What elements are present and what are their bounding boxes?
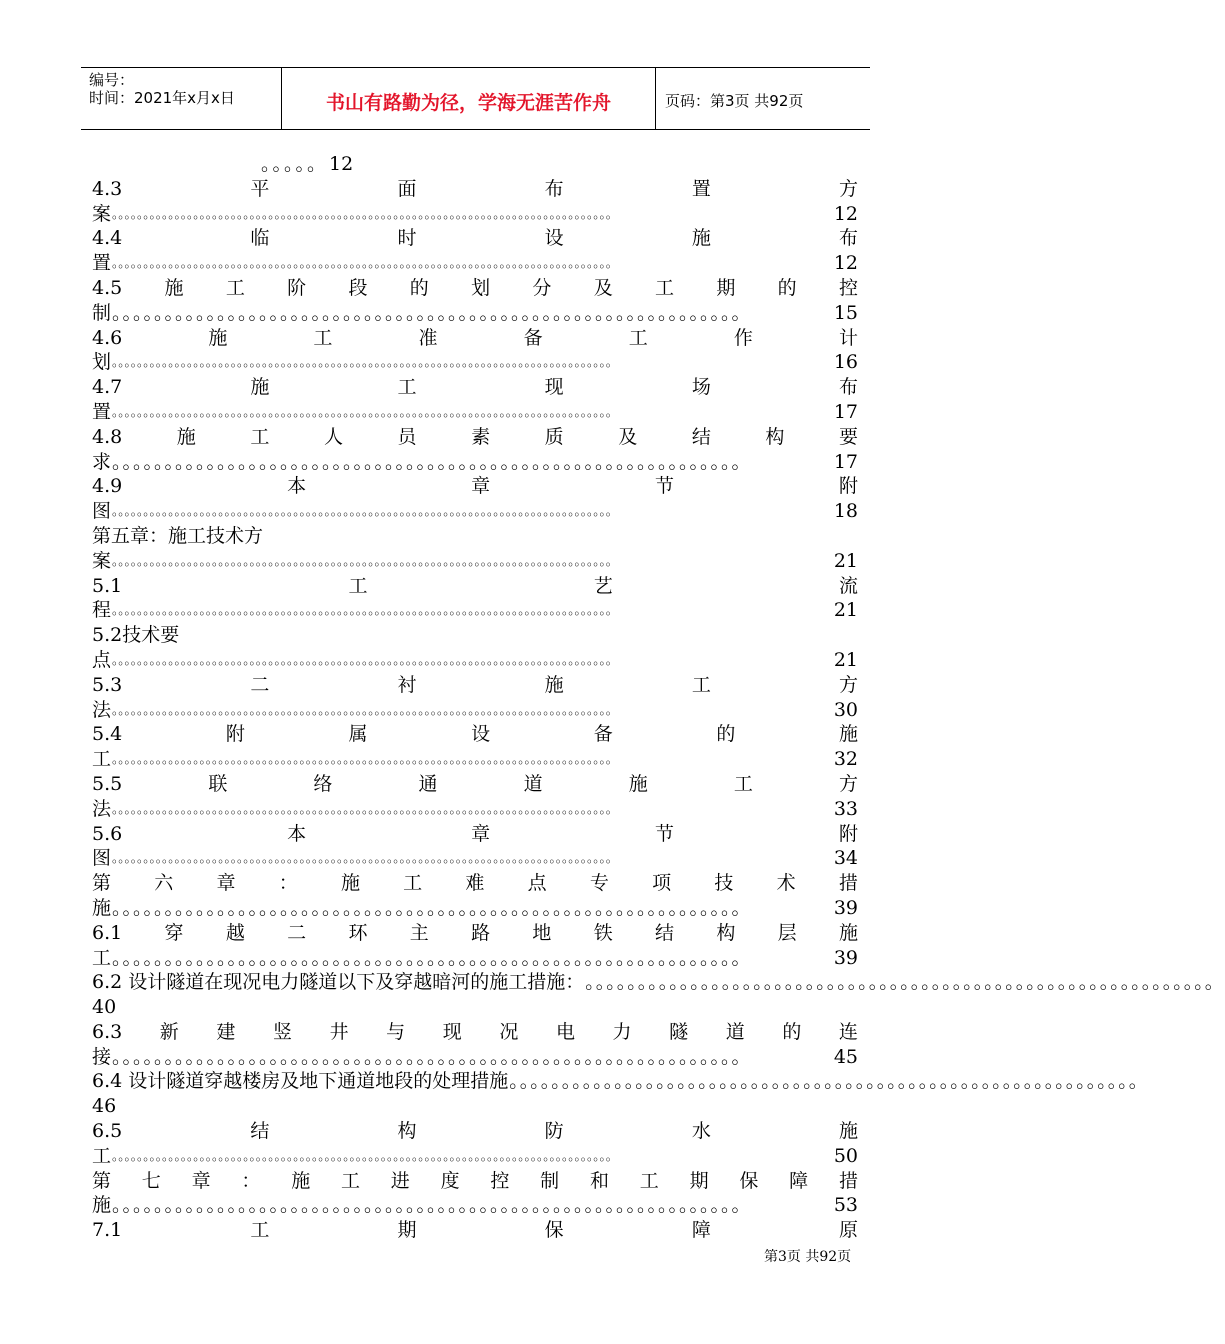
toc-line <box>92 301 858 326</box>
document-date-label: 时间：2021年x月x日 <box>89 89 235 107</box>
toc-word: 4.3 <box>92 177 123 200</box>
header-page-label: 页码：第3页 共92页 <box>665 92 804 110</box>
toc-word: 联 <box>208 772 228 795</box>
page-footer: 第3页 共92页 <box>764 1249 852 1265</box>
toc-entry-end: 求 <box>92 450 112 473</box>
toc-word: 场 <box>691 376 711 399</box>
toc-leader-dots: 。。。。。。。。。。。。。。。。。。。。。。。。。。。。。。。。。。。。。。。。。。。。。。。。。。。。。。。。。。。。 <box>585 971 1225 994</box>
toc-line <box>92 747 858 772</box>
toc-word: 面 <box>397 177 417 200</box>
toc-leader-dots: 。。。。。。。。。。。。。。。。。。。。。。。。。。。。。。。。。。。。。。。。。。。。。。。。。。。。。。。。。。。。。。。。。。。。。。。。。。。。。。。。 <box>112 751 619 767</box>
toc-entry-end: 置 <box>92 400 112 423</box>
toc-word: 新 <box>159 1020 179 1043</box>
toc-word: 水 <box>691 1120 711 1143</box>
toc-word: 5.1 <box>92 574 123 597</box>
toc-word: 员 <box>397 425 417 448</box>
toc-line <box>92 177 858 202</box>
toc-word: 结 <box>250 1120 270 1143</box>
toc-word: 工 <box>397 376 417 399</box>
toc-entry-end: 划 <box>92 351 112 374</box>
toc-entry-end: 图 <box>92 500 112 523</box>
toc-word: 期 <box>716 276 736 299</box>
toc-line <box>92 524 858 549</box>
toc-word: 施 <box>291 1169 311 1192</box>
toc-line <box>92 326 858 351</box>
toc-word: 平 <box>250 177 270 200</box>
toc-word: ： <box>241 1169 261 1192</box>
toc-word: 连 <box>838 1020 858 1043</box>
toc-word: 路 <box>471 921 491 944</box>
toc-text: 40 <box>92 996 117 1019</box>
toc-line <box>92 350 858 375</box>
toc-word: 时 <box>397 227 417 250</box>
toc-line <box>92 871 858 896</box>
toc-line <box>92 797 858 822</box>
toc-word: 施 <box>691 227 711 250</box>
toc-word: 制 <box>540 1169 560 1192</box>
toc-word: 竖 <box>272 1020 292 1043</box>
toc-word: 4.9 <box>92 475 123 498</box>
toc-word: 工 <box>403 872 423 895</box>
toc-word: 5.4 <box>92 723 123 746</box>
toc-word: 计 <box>838 326 858 349</box>
toc-leader-dots: 。。。。。。。。。。。。。。。。。。。。。。。。。。。。。。。。。。。。。。。。。。。。。。。。。。。。。。。。。。。。 <box>112 896 752 919</box>
toc-word: 保 <box>544 1219 564 1242</box>
toc-word: 铁 <box>593 921 613 944</box>
toc-leader-dots: 。。。。。。。。。。。。。。。。。。。。。。。。。。。。。。。。。。。。。。。。。。。。。。。。。。。。。。。。。。。。。。。。。。。。。。。。。。。。。。。。 <box>112 205 619 221</box>
toc-leader-dots: 。。。。。。。。。。。。。。。。。。。。。。。。。。。。。。。。。。。。。。。。。。。。。。。。。。。。。。。。。。。。。。。。。。。。。。。。。。。。。。。。 <box>112 602 619 618</box>
toc-word: 电 <box>555 1020 575 1043</box>
toc-entry-end: 案 <box>92 202 112 225</box>
toc-word: 度 <box>440 1169 460 1192</box>
toc-word: 方 <box>838 177 858 200</box>
toc-line <box>92 1144 858 1169</box>
toc-page-number: 12 <box>833 252 858 275</box>
header-right-cell <box>655 68 870 129</box>
toc-page-number: 12 <box>329 153 354 175</box>
toc-word: 4.8 <box>92 425 123 448</box>
toc-word: 4.5 <box>92 276 123 299</box>
toc-page-number: 21 <box>833 549 858 572</box>
toc-word: 措 <box>838 1169 858 1192</box>
toc-word: 5.6 <box>92 822 123 845</box>
toc-line <box>92 1169 858 1194</box>
toc-word: 现 <box>442 1020 462 1043</box>
toc-word: 临 <box>250 227 270 250</box>
toc-leader-dots: 。。。。。。。。。。。。。。。。。。。。。。。。。。。。。。。。。。。。。。。。。。。。。。。。。。。。。。。。。。。。 <box>112 1045 752 1068</box>
toc-line <box>92 574 858 599</box>
toc-word: 防 <box>544 1120 564 1143</box>
toc-word: 控 <box>490 1169 510 1192</box>
toc-word: 环 <box>348 921 368 944</box>
toc-word: 备 <box>593 723 613 746</box>
toc-word: 结 <box>655 921 675 944</box>
toc-word: 4.7 <box>92 376 123 399</box>
toc-line <box>92 1045 858 1070</box>
toc-line <box>92 946 858 971</box>
toc-word: 七 <box>141 1169 161 1192</box>
toc-word: 道 <box>725 1020 745 1043</box>
toc-line <box>92 698 858 723</box>
toc-page-number: 39 <box>833 946 858 969</box>
toc-word: 六 <box>154 872 174 895</box>
toc-word: 方 <box>838 772 858 795</box>
toc-line <box>92 648 858 673</box>
toc-word: 构 <box>765 425 785 448</box>
toc-word: 工 <box>733 772 753 795</box>
toc-word: 第 <box>92 1169 112 1192</box>
toc-line <box>92 375 858 400</box>
toc-leader-dots: 。。。。。 <box>261 153 329 175</box>
toc-word: 施 <box>628 772 648 795</box>
toc-word: 层 <box>777 921 797 944</box>
toc-entry-end: 工 <box>92 748 112 771</box>
toc-word: 隧 <box>669 1020 689 1043</box>
toc-word: 现 <box>544 376 564 399</box>
toc-line <box>92 152 858 177</box>
toc-line <box>92 846 858 871</box>
toc-word: 施 <box>838 723 858 746</box>
toc-text: 5.2技术要 <box>92 624 180 647</box>
toc-entry-end: 6.4 设计隧道穿越楼房及地下通道地段的处理措施 <box>92 1070 509 1093</box>
toc-word: 工 <box>639 1169 659 1192</box>
toc-word: 主 <box>409 921 429 944</box>
toc-word: 及 <box>593 276 613 299</box>
toc-leader-dots: 。。。。。。。。。。。。。。。。。。。。。。。。。。。。。。。。。。。。。。。。。。。。。。。。。。。。。。。。。。。。 <box>112 301 752 324</box>
toc-word: 的 <box>716 723 736 746</box>
toc-line <box>92 623 858 648</box>
toc-line <box>92 722 858 747</box>
toc-word: 井 <box>329 1020 349 1043</box>
toc-leader-dots: 。。。。。。。。。。。。。。。。。。。。。。。。。。。。。。。。。。。。。。。。。。。。。。。。。。。。。。。。。。。。。。。。。。。。。。。。。。。。。。。。 <box>112 701 619 717</box>
toc-word: 5.3 <box>92 673 123 696</box>
toc-line <box>92 1193 858 1218</box>
toc-word: ： <box>278 872 298 895</box>
toc-entry-end: 工 <box>92 1144 112 1167</box>
toc-word: 工 <box>313 326 333 349</box>
toc-word: 络 <box>313 772 333 795</box>
toc-word: 期 <box>397 1219 417 1242</box>
toc-page-number: 17 <box>833 400 858 423</box>
toc-line <box>92 1069 1149 1094</box>
toc-word: 6.3 <box>92 1020 123 1043</box>
toc-page-number: 12 <box>833 202 858 225</box>
toc-word: 工 <box>225 276 245 299</box>
toc-word: 技 <box>714 872 734 895</box>
toc-word: 备 <box>523 326 543 349</box>
toc-word: 附 <box>838 822 858 845</box>
toc-word: 与 <box>386 1020 406 1043</box>
toc-word: 保 <box>739 1169 759 1192</box>
toc-word: 施 <box>250 376 270 399</box>
toc-word: 况 <box>499 1020 519 1043</box>
toc-word: 的 <box>409 276 429 299</box>
toc-page-number: 50 <box>833 1144 858 1167</box>
toc-word: 属 <box>348 723 368 746</box>
toc-line <box>92 970 1225 995</box>
toc-entry-end: 图 <box>92 847 112 870</box>
toc-word: 施 <box>176 425 196 448</box>
toc-word: 布 <box>544 177 564 200</box>
toc-entry-end: 法 <box>92 797 112 820</box>
toc-word: 施 <box>164 276 184 299</box>
toc-word: 6.5 <box>92 1120 123 1143</box>
toc-word: 本 <box>287 822 307 845</box>
toc-word: 工 <box>250 1219 270 1242</box>
toc-word: 措 <box>838 872 858 895</box>
toc-word: 及 <box>618 425 638 448</box>
toc-leader-dots: 。。。。。。。。。。。。。。。。。。。。。。。。。。。。。。。。。。。。。。。。。。。。。。。。。。。。。。。。。。。。。。。。。。。。。。。。。。。。。。。。 <box>112 800 619 816</box>
toc-word: 第 <box>92 872 112 895</box>
toc-word: 道 <box>523 772 543 795</box>
toc-line <box>92 1218 858 1243</box>
toc-word: 素 <box>471 425 491 448</box>
toc-word: 5.5 <box>92 772 123 795</box>
document-number-label: 编号： <box>89 71 135 89</box>
toc-word: 布 <box>838 376 858 399</box>
toc-word: 结 <box>691 425 711 448</box>
toc-word: 段 <box>348 276 368 299</box>
toc-word: 置 <box>691 177 711 200</box>
toc-page-number: 39 <box>833 896 858 919</box>
toc-word: 和 <box>589 1169 609 1192</box>
toc-word: 施 <box>208 326 228 349</box>
toc-entry-end: 工 <box>92 946 112 969</box>
toc-entry-end: 接 <box>92 1045 112 1068</box>
toc-leader-dots: 。。。。。。。。。。。。。。。。。。。。。。。。。。。。。。。。。。。。。。。。。。。。。。。。。。。。。。。。。。。。。。。。。。。。。。。。。。。。。。。。 <box>112 403 619 419</box>
header-left-cell <box>81 68 281 129</box>
toc-page-number: 34 <box>833 847 858 870</box>
toc-word: 构 <box>716 921 736 944</box>
toc-word: 二 <box>250 673 270 696</box>
toc-word: 设 <box>544 227 564 250</box>
toc-word: 节 <box>655 822 675 845</box>
toc-word: 本 <box>287 475 307 498</box>
toc-line <box>92 921 858 946</box>
toc-word: 难 <box>465 872 485 895</box>
toc-word: 构 <box>397 1120 417 1143</box>
toc-entry-end: 案 <box>92 549 112 572</box>
toc-word: 施 <box>838 921 858 944</box>
toc-page-number: 45 <box>833 1045 858 1068</box>
toc-word: 工 <box>250 425 270 448</box>
toc-word: 章 <box>471 822 491 845</box>
toc-word: 艺 <box>593 574 613 597</box>
toc-word: 地 <box>532 921 552 944</box>
toc-word: 术 <box>776 872 796 895</box>
toc-word: 准 <box>418 326 438 349</box>
toc-entry-end: 6.2 设计隧道在现况电力隧道以下及穿越暗河的施工措施： <box>92 971 585 994</box>
toc-word: 章 <box>191 1169 211 1192</box>
toc-line <box>92 400 858 425</box>
toc-word: 二 <box>287 921 307 944</box>
toc-word: 的 <box>777 276 797 299</box>
toc-entry-end: 制 <box>92 301 112 324</box>
toc-word: 4.4 <box>92 227 123 250</box>
toc-word: 的 <box>782 1020 802 1043</box>
toc-leader-dots: 。。。。。。。。。。。。。。。。。。。。。。。。。。。。。。。。。。。。。。。。。。。。。。。。。。。。。。。。。。。。 <box>112 450 752 473</box>
toc-word: 控 <box>838 276 858 299</box>
toc-entry-end: 施 <box>92 896 112 919</box>
toc-leader-dots: 。。。。。。。。。。。。。。。。。。。。。。。。。。。。。。。。。。。。。。。。。。。。。。。。。。。。。。。。。。。。 <box>112 946 752 969</box>
toc-word: 衬 <box>397 673 417 696</box>
toc-word: 建 <box>216 1020 236 1043</box>
toc-word: 章 <box>471 475 491 498</box>
toc-line <box>92 1094 858 1119</box>
toc-leader-dots: 。。。。。。。。。。。。。。。。。。。。。。。。。。。。。。。。。。。。。。。。。。。。。。。。。。。。。。。。。。。。。。。。。。。。。。。。。。。。。。。。 <box>112 1147 619 1163</box>
toc-leader-dots: 。。。。。。。。。。。。。。。。。。。。。。。。。。。。。。。。。。。。。。。。。。。。。。。。。。。。。。。。。。。。。。。。。。。。。。。。。。。。。。。。 <box>112 354 619 370</box>
toc-word: 质 <box>544 425 564 448</box>
toc-text: 46 <box>92 1095 117 1118</box>
header-middle-cell <box>281 68 656 129</box>
toc-word: 工 <box>691 673 711 696</box>
toc-line <box>92 474 858 499</box>
toc-page-number: 30 <box>833 698 858 721</box>
toc-line <box>92 772 858 797</box>
toc-word: 工 <box>628 326 648 349</box>
toc-word: 力 <box>612 1020 632 1043</box>
toc-page-number: 33 <box>833 797 858 820</box>
toc-line <box>92 822 858 847</box>
toc-word: 作 <box>733 326 753 349</box>
toc-leader-dots: 。。。。。。。。。。。。。。。。。。。。。。。。。。。。。。。。。。。。。。。。。。。。。。。。。。。。。。。。。。。。。。。。。。。。。。。。。。。。。。。。 <box>112 503 619 519</box>
toc-word: 工 <box>348 574 368 597</box>
toc-word: 施 <box>340 872 360 895</box>
toc-page-number: 17 <box>833 450 858 473</box>
toc-leader-dots: 。。。。。。。。。。。。。。。。。。。。。。。。。。。。。。。。。。。。。。。。。。。。。。。。。。。。。。。。。。。。 <box>509 1070 1149 1093</box>
toc-leader-dots: 。。。。。。。。。。。。。。。。。。。。。。。。。。。。。。。。。。。。。。。。。。。。。。。。。。。。。。。。。。。。。。。。。。。。。。。。。。。。。。。。 <box>112 255 619 271</box>
toc-word: 通 <box>418 772 438 795</box>
toc-page-number: 15 <box>833 301 858 324</box>
toc-word: 项 <box>652 872 672 895</box>
toc-line <box>92 549 858 574</box>
toc-word: 阶 <box>287 276 307 299</box>
toc-word: 障 <box>691 1219 711 1242</box>
toc-line <box>92 276 858 301</box>
toc-word: 穿 <box>164 921 184 944</box>
toc-word: 设 <box>471 723 491 746</box>
toc-word: 障 <box>789 1169 809 1192</box>
toc-leader-dots: 。。。。。。。。。。。。。。。。。。。。。。。。。。。。。。。。。。。。。。。。。。。。。。。。。。。。。。。。。。。。 <box>112 1194 752 1217</box>
toc-word: 7.1 <box>92 1219 123 1242</box>
toc-line <box>92 673 858 698</box>
toc-line <box>92 251 858 276</box>
toc-word: 4.6 <box>92 326 123 349</box>
toc-leader-dots: 。。。。。。。。。。。。。。。。。。。。。。。。。。。。。。。。。。。。。。。。。。。。。。。。。。。。。。。。。。。。。。。。。。。。。。。。。。。。。。。。 <box>112 552 619 568</box>
toc-word: 工 <box>655 276 675 299</box>
toc-page-number: 32 <box>833 748 858 771</box>
toc-leader-dots: 。。。。。。。。。。。。。。。。。。。。。。。。。。。。。。。。。。。。。。。。。。。。。。。。。。。。。。。。。。。。。。。。。。。。。。。。。。。。。。。。 <box>112 651 619 667</box>
toc-word: 章 <box>216 872 236 895</box>
toc-line <box>92 896 858 921</box>
toc-entry-end: 点 <box>92 648 112 671</box>
toc-line <box>92 598 858 623</box>
toc-line <box>92 1119 858 1144</box>
toc-page-number: 21 <box>833 599 858 622</box>
toc-entry-end: 施 <box>92 1194 112 1217</box>
toc-page-number: 53 <box>833 1194 858 1217</box>
toc-word: 施 <box>838 1120 858 1143</box>
toc-word: 节 <box>655 475 675 498</box>
toc-word: 要 <box>838 425 858 448</box>
toc-entry-end: 程 <box>92 599 112 622</box>
toc-word: 专 <box>589 872 609 895</box>
toc-word: 期 <box>689 1169 709 1192</box>
toc-page-number: 16 <box>833 351 858 374</box>
toc-line <box>92 450 858 475</box>
toc-word: 进 <box>390 1169 410 1192</box>
toc-word: 划 <box>471 276 491 299</box>
page-header <box>81 67 870 130</box>
toc-page-number: 18 <box>833 500 858 523</box>
toc-word: 人 <box>323 425 343 448</box>
toc-word: 越 <box>225 921 245 944</box>
toc-word: 施 <box>544 673 564 696</box>
toc-entry-end: 法 <box>92 698 112 721</box>
toc-word: 流 <box>838 574 858 597</box>
toc-page-number: 21 <box>833 648 858 671</box>
toc-word: 方 <box>838 673 858 696</box>
toc-line <box>92 202 858 227</box>
toc-word: 布 <box>838 227 858 250</box>
toc-line <box>92 226 858 251</box>
toc-line <box>92 995 858 1020</box>
table-of-contents <box>92 152 1225 1243</box>
toc-line <box>92 1020 858 1045</box>
toc-line <box>92 425 858 450</box>
toc-text: 第五章：施工技术方 <box>92 524 264 547</box>
toc-leader-dots: 。。。。。。。。。。。。。。。。。。。。。。。。。。。。。。。。。。。。。。。。。。。。。。。。。。。。。。。。。。。。。。。。。。。。。。。。。。。。。。。。 <box>112 850 619 866</box>
header-motto: 书山有路勤为径，学海无涯苦作舟 <box>325 92 611 114</box>
toc-line <box>92 499 858 524</box>
toc-word: 点 <box>527 872 547 895</box>
toc-word: 附 <box>225 723 245 746</box>
toc-word: 工 <box>340 1169 360 1192</box>
toc-word: 原 <box>838 1219 858 1242</box>
toc-entry-end: 置 <box>92 252 112 275</box>
toc-word: 附 <box>838 475 858 498</box>
toc-word: 分 <box>532 276 552 299</box>
toc-word: 6.1 <box>92 921 123 944</box>
